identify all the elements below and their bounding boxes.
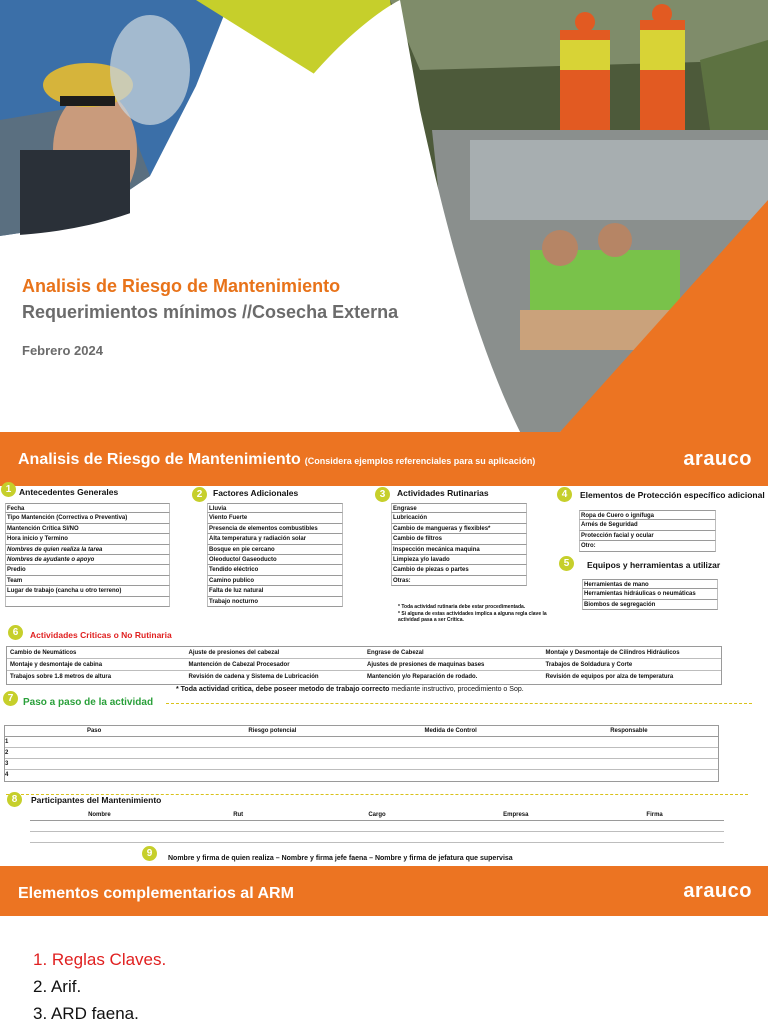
cover-date: Febrero 2024 (22, 343, 103, 358)
table-row: 1 (5, 737, 718, 748)
list-item: Inspección mecánica maquina (391, 545, 527, 555)
list-item (5, 597, 170, 607)
criticas-note-bold: * Toda actividad critica, debe poseer metodo de trabajo correcto (176, 686, 390, 693)
proteccion-list (579, 510, 716, 552)
list-item: Nombres de quien realiza la tarea (5, 545, 170, 555)
section-number-2: 2 (192, 487, 207, 502)
column-header: Rut (233, 812, 244, 818)
section-title-proteccion: Elementos de Protección específico adicional (580, 490, 765, 500)
complementary-elements-slide (0, 866, 768, 1024)
cover-artwork (0, 0, 768, 432)
section-title-paso-a-paso: Paso a paso de la actividad (23, 697, 154, 708)
signature-line: Nombre y firma de quien realiza – Nombre y firma jefe faena – Nombre y firma de jefatura que supervisa (168, 855, 513, 862)
list-item: Falta de luz natural (207, 586, 343, 596)
list-item: Tipo Mantención (Correctiva o Preventiva) (5, 513, 170, 523)
cover-title: Analisis de Riesgo de Mantenimiento (22, 276, 341, 296)
table-row: 3 (5, 759, 718, 770)
table-cell: Revisión de cadena y Sistema de Lubricación (188, 674, 319, 681)
list-item: Cambio de mangueras y flexibles* (391, 524, 527, 534)
paso-a-paso-table (4, 725, 719, 782)
column-header: Nombre (88, 812, 111, 818)
list-item: Tendido eléctrico (207, 565, 343, 575)
column-header: Firma (646, 812, 663, 818)
table-cell: Ajuste de presiones del cabezal (188, 650, 280, 656)
arauco-logo: arauco (683, 448, 752, 470)
section-number-9: 9 (142, 846, 157, 861)
rutinarias-note-2: * Si alguna de estas actividades implica a alguna regla clave la actividad pasa a ser Critica. (398, 610, 547, 623)
list-item: Camino publico (207, 576, 343, 586)
section-number-1: 1 (1, 482, 16, 497)
list-item: Viento Fuerte (207, 513, 343, 523)
table-cell: Trabajos de Soldadura y Corte (545, 662, 633, 669)
list-item: Presencia de elementos combustibles (207, 524, 343, 534)
table-header (30, 810, 724, 821)
list-item: Arnés de Seguridad (579, 520, 716, 530)
section-title-rutinarias: Actividades Rutinarias (397, 488, 489, 498)
list-item: 1. Reglas Claves. (33, 950, 167, 969)
table-header (5, 726, 718, 737)
list-item: Cambio de piezas o partes (391, 565, 527, 575)
section-number-5: 5 (559, 556, 574, 571)
section-number-6: 6 (8, 625, 23, 640)
complementary-list (33, 946, 166, 1024)
table-cell: Mantención y/o Reparación de rodado. (367, 674, 478, 681)
table-row (30, 832, 724, 843)
column-header: Responsable (610, 728, 648, 734)
slide-banner (0, 866, 768, 916)
list-item: Protección facial y ocular (579, 531, 716, 541)
criticas-note-rest: mediante instructivo, procedimiento o Sop. (389, 686, 524, 693)
list-item: Otro: (579, 541, 716, 551)
section-number-8: 8 (7, 792, 22, 807)
slide-banner (0, 432, 768, 486)
column-header: Medida de Control (424, 728, 477, 734)
table-cell: Trabajos sobre 1.8 metros de altura (10, 674, 112, 681)
table-cell: Cambio de Neumáticos (10, 650, 77, 656)
rutinarias-list (391, 503, 527, 586)
banner-title (18, 451, 535, 469)
list-item: Herramientas de mano (582, 579, 718, 589)
banner-title: Elementos complementarios al ARM (18, 885, 294, 902)
list-item: Bosque en pie cercano (207, 545, 343, 555)
arauco-logo: arauco (683, 880, 752, 902)
table-row (7, 647, 721, 659)
table-row (7, 671, 721, 683)
column-header: Cargo (368, 812, 386, 818)
table-row (30, 821, 724, 832)
list-item: Oleoducto/ Gaseoducto (207, 555, 343, 565)
list-item: Herramientas hidráulicas o neumáticas (582, 589, 718, 599)
section-number-7: 7 (3, 691, 18, 706)
table-cell: Montaje y desmontaje de cabina (10, 662, 103, 669)
participantes-table (30, 810, 724, 843)
column-header: Riesgo potencial (248, 728, 297, 734)
section-title-participantes: Participantes del Mantenimiento (31, 795, 162, 805)
table-cell: Revisión de equipos por alza de temperatura (545, 674, 674, 681)
list-item: Fecha (5, 503, 170, 513)
table-cell: Engrase de Cabezal (367, 650, 424, 656)
table-row: 4 (5, 772, 9, 778)
list-item: Hora inicio y Termino (5, 534, 170, 544)
section-number-3: 3 (375, 487, 390, 502)
criticas-note (176, 686, 524, 693)
list-item: Otras: (391, 576, 527, 586)
table-row (7, 659, 721, 671)
list-item: Team (5, 576, 170, 586)
list-item: Lluvia (207, 503, 343, 513)
section-title-antecedentes: Antecedentes Generales (19, 487, 119, 497)
rutinarias-note-1: * Toda actividad rutinaria debe estar procedimentada. (398, 604, 526, 610)
list-item: Ropa de Cuero o ignífuga (579, 510, 716, 520)
list-item: 2. Arif. (33, 977, 82, 996)
cover-slide (0, 0, 768, 432)
section-title-equipos: Equipos y herramientas a utilizar (587, 560, 721, 570)
list-item: Mantención Crítica SI/NO (5, 524, 170, 534)
list-item: Predio (5, 565, 170, 575)
list-item: Biombos de segregación (582, 600, 718, 610)
list-item: Nombres de ayudante o apoyo (5, 555, 170, 565)
list-item: Lubricación (391, 513, 527, 523)
column-header: Paso (86, 728, 102, 734)
banner-title-text: Analisis de Riesgo de Mantenimiento (18, 451, 301, 468)
dashed-divider (166, 703, 752, 704)
rutinarias-notes (398, 604, 548, 624)
list-item: Engrase (391, 503, 527, 513)
equipos-list (582, 579, 718, 610)
risk-analysis-slide (0, 432, 768, 866)
list-item: Alta temperatura y radiación solar (207, 534, 343, 544)
criticas-table (6, 646, 722, 685)
table-cell: Montaje y Desmontaje de Cilindros Hidráulicos (545, 650, 680, 656)
list-item: Limpieza y/o lavado (391, 555, 527, 565)
banner-note: (Considera ejemplos referenciales para su aplicación) (304, 456, 536, 466)
list-item: Lugar de trabajo (cancha u otro terreno) (5, 586, 170, 596)
list-item: 3. ARD faena. (33, 1004, 139, 1023)
factores-list (207, 503, 343, 607)
list-item: Cambio de filtros (391, 534, 527, 544)
section-title-criticas: Actividades Criticas o No Rutinaria (30, 630, 172, 640)
section-number-4: 4 (557, 487, 572, 502)
list-item: Trabajo nocturno (207, 597, 343, 607)
cover-subtitle: Requerimientos mínimos //Cosecha Externa (22, 302, 399, 322)
column-header: Empresa (503, 812, 529, 818)
antecedentes-list (5, 503, 170, 607)
table-row: 2 (5, 748, 718, 759)
table-cell: Mantención de Cabezal Procesador (188, 662, 290, 669)
table-cell: Ajustes de presiones de maquinas bases (367, 662, 485, 669)
section-title-factores: Factores Adicionales (213, 488, 299, 498)
